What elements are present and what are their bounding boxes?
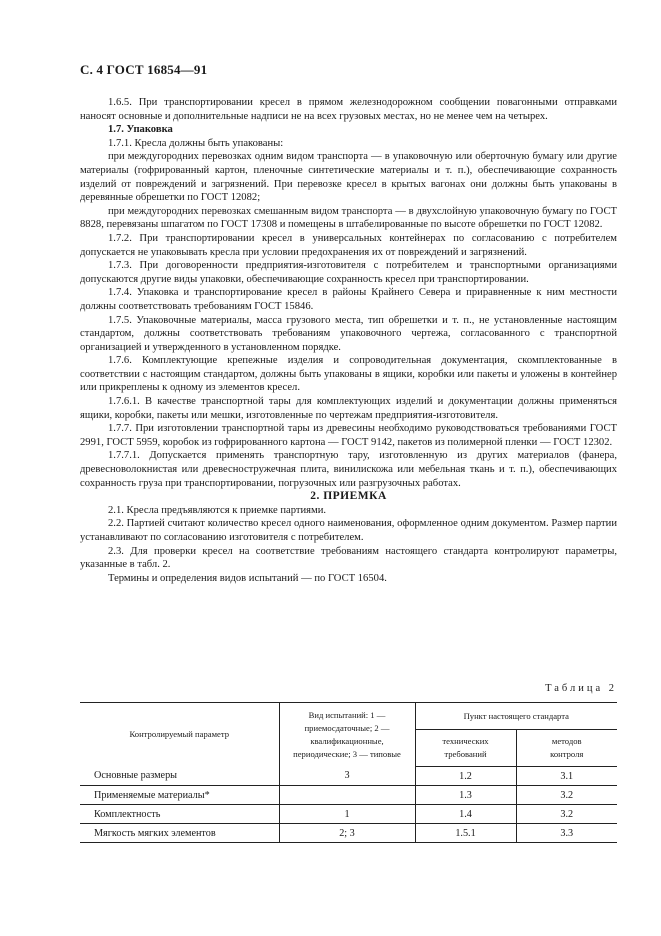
subsection-title: 1.7. Упаковка [108, 124, 173, 136]
header-tech: технических требований [415, 730, 516, 767]
table-row [80, 786, 617, 805]
document-body [80, 96, 617, 585]
paragraph: при междугородних перевозках смешанным видом транспорта — в двухслойную упаковочную бумагу по ГОСТ 8828, перевязаны шпагатом по ГОСТ 17308 и помещены в штабелированные по высоте обрешетки по ГОСТ 12082. [80, 205, 617, 231]
cell-method: 3.1 [516, 767, 617, 786]
header-param: Контролируемый параметр [129, 729, 229, 740]
paragraph: 2.2. Партией считают количество кресел одного наименования, оформленное одним документом. Размер партии устанавливают по согласованию изготовителя с потребителем. [80, 518, 617, 543]
header-clause: Пункт настоящего стандарта [415, 703, 617, 730]
cell-param: Мягкость мягких элементов [94, 827, 216, 839]
paragraph: 1.7.3. При договоренности предприятия-изготовителя с потребителем и транспортными организациями допускаются другие виды упаковки, обеспечивающие сохранность кресел при транспортировании. [80, 260, 617, 285]
cell-tech: 1.5.1 [415, 824, 516, 843]
header-methods: методов контроля [516, 730, 617, 767]
table-2 [80, 702, 617, 843]
paragraph: при междугородних перевозках одним видом транспорта — в упаковочную или оберточную бумагу или другие материалы (гофрированный картон, пленочные синтетические материалы и т. п.), обеспечивающие сохранность изделий от повреждений и загрязнений. При перевозке кресел в крытых вагонах они должны быть упакованы в деревянные обрешетки по ГОСТ 12082; [80, 151, 617, 204]
table-row [80, 805, 617, 824]
cell-test: 2; 3 [279, 824, 415, 843]
paragraph: 1.7.7.1. Допускается применять транспортную тару, изготовленную из других материалов (фанера, древесноволокнистая или древесностружечная плита, винилискожа или мебельная ткань и т. п.), обеспечивающих сохранность груза при транспортировании, погрузочных или разгрузочных работах. [80, 450, 617, 489]
cell-tech: 1.4 [415, 805, 516, 824]
section-title: 2. ПРИЕМКА [310, 490, 387, 503]
cell-method: 3.2 [516, 805, 617, 824]
paragraph: Термины и определения видов испытаний — по ГОСТ 16504. [108, 572, 387, 584]
paragraph: 1.7.5. Упаковочные материалы, масса грузового места, тип обрешетки и т. п., не установленные настоящим стандартом, должны соответствовать требованиям упаковочного чертежа, согласованного с транспортной организацией и утвержденного в установленном порядке. [80, 314, 617, 353]
cell-test [279, 786, 415, 805]
paragraph: 1.7.6. Комплектующие крепежные изделия и сопроводительная документация, скомплектованные в соответствии с настоящим стандартом, должны быть упакованы в ящики, коробки или пакеты и уложены в контейнер или прикреплены к одному из элементов кресел. [80, 355, 617, 394]
cell-tech: 1.3 [415, 786, 516, 805]
paragraph: 1.7.6.1. В качестве транспортной тары для комплектующих изделий и документации должны применяться ящики, коробки, пакеты или мешки, изготовленные по чертежам предприятия-изготовителя. [80, 396, 617, 421]
paragraph: 1.7.4. Упаковка и транспортирование кресел в районы Крайнего Севера и приравненные к ним местности должны соответствовать требованиям ГОСТ 15846. [80, 287, 617, 312]
table-caption: Таблица 2 [545, 683, 617, 694]
cell-test: 3 [279, 767, 415, 786]
paragraph: 1.7.1. Кресла должны быть упакованы: [108, 137, 284, 149]
cell-param: Основные размеры [94, 770, 178, 782]
paragraph: 2.3. Для проверки кресел на соответствие требованиям настоящего стандарта контролируют параметры, указанные в табл. 2. [80, 545, 617, 571]
paragraph: 2.1. Кресла предъявляются к приемке партиями. [108, 504, 327, 516]
cell-method: 3.3 [516, 824, 617, 843]
cell-tech: 1.2 [415, 767, 516, 786]
header-test-type: Вид испытаний: 1 — приемосдаточные; 2 — квалификационные, периодические; 3 — типовые [279, 703, 415, 767]
cell-param: Комплектность [94, 808, 161, 820]
cell-param: Применяемые материалы* [94, 789, 210, 801]
paragraph: 1.6.5. При транспортировании кресел в прямом железнодорожном сообщении повагонными отправками наносят основные и дополнительные надписи не на всех грузовых местах, но не менее чем на четырех. [80, 97, 617, 122]
paragraph: 1.7.2. При транспортировании кресел в универсальных контейнерах по согласованию с потребителем допускается не упаковывать кресла при условии предохранения их от повреждений и загрязнений. [80, 232, 617, 258]
table-row [80, 767, 617, 786]
cell-method: 3.2 [516, 786, 617, 805]
cell-test: 1 [279, 805, 415, 824]
paragraph: 1.7.7. При изготовлении транспортной тары из древесины необходимо руководствоваться требованиями ГОСТ 2991, ГОСТ 5959, коробок из гофрированного картона — ГОСТ 9142, пакетов из полимерной пленки — ГОСТ 12302. [80, 423, 617, 448]
table-row [80, 824, 617, 843]
page-header: С. 4 ГОСТ 16854—91 [80, 62, 208, 77]
